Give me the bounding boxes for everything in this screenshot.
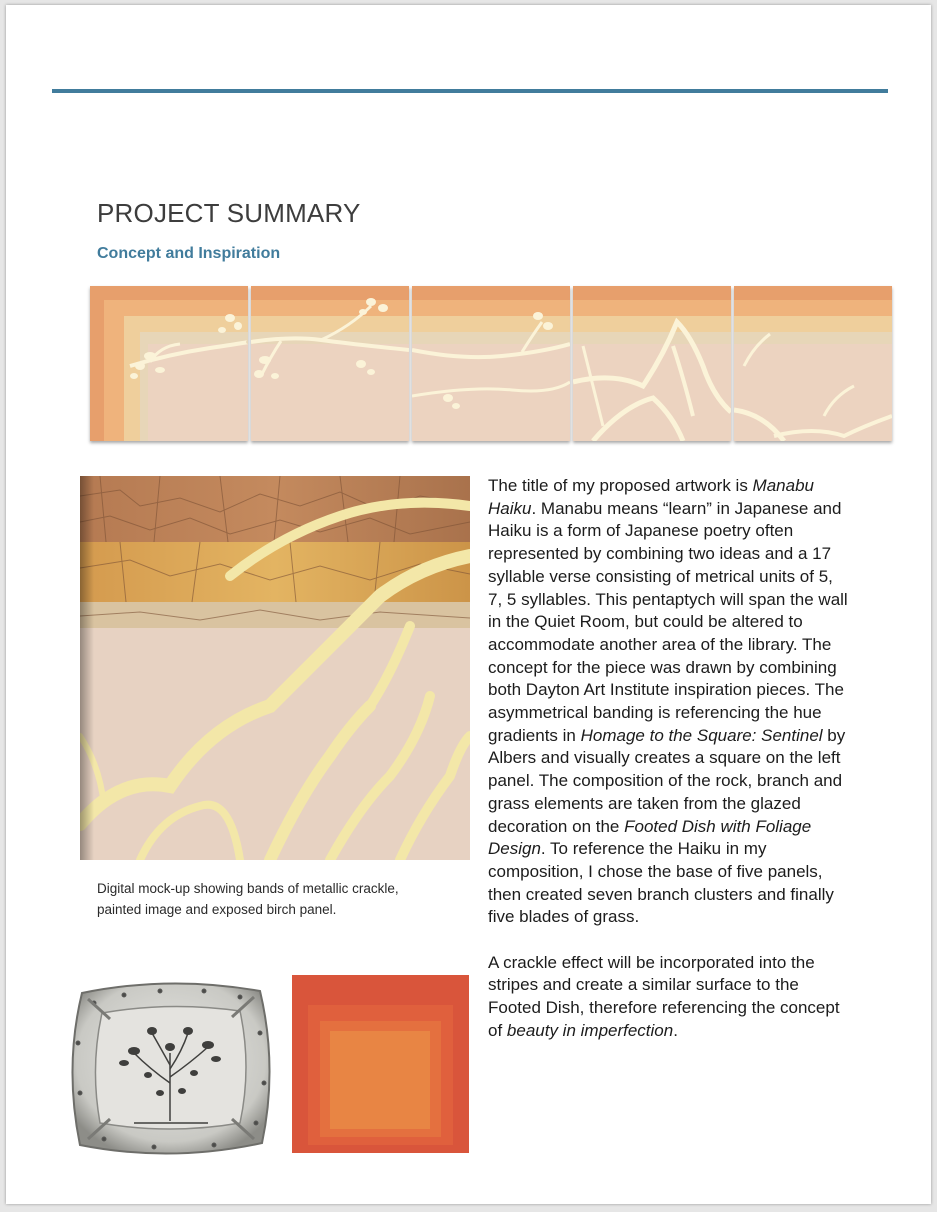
- paragraph-2: A crackle effect will be incorporated into the stripes and create a similar surface to the Footed Dish, therefore referencing the concept of beauty in imperfection.: [488, 952, 840, 1040]
- paragraph-1: The title of my proposed artwork is Manabu Haiku. Manabu means “learn” in Japanese and Haiku is a form of Japanese poetry often represented by combining two ideas and a 17 syllable verse consisting of metrical units of 5, 7, 5 syllables. This pentaptych will span the wall in the Quiet Room, but could be altered to accommodate another area of the library. The concept for the piece was drawn by combining both Dayton Art Institute inspiration pieces. The asymmetrical banding is referencing the hue gradients in Homage to the Square: Sentinel by Albers and visually creates a square on the left panel. The composition of the rock, branch and grass elements are taken from the glazed decoration on the Footed Dish with Foliage Design. To reference the Haiku in my composition, I chose the base of five panels, then created seven branch clusters and finally five blades of grass.: [488, 476, 848, 927]
- page-title: PROJECT SUMMARY: [97, 198, 361, 228]
- homage-to-the-square-image: [292, 975, 469, 1153]
- header-rule: [52, 89, 888, 93]
- image-caption: Digital mock-up showing bands of metallic crackle, painted image and exposed birch panel.: [97, 881, 399, 917]
- panel-2: [251, 286, 409, 441]
- body-text: [488, 475, 848, 1065]
- footed-dish-image: [64, 973, 276, 1161]
- digital-mockup-image: [80, 476, 470, 860]
- document-page: [6, 5, 931, 1204]
- panel-5: [734, 286, 892, 441]
- panel-3: [412, 286, 570, 441]
- panel-4: [573, 286, 731, 441]
- panel-1: [90, 286, 248, 441]
- section-subtitle: Concept and Inspiration: [97, 245, 281, 262]
- pentaptych-panels-image: [90, 286, 891, 443]
